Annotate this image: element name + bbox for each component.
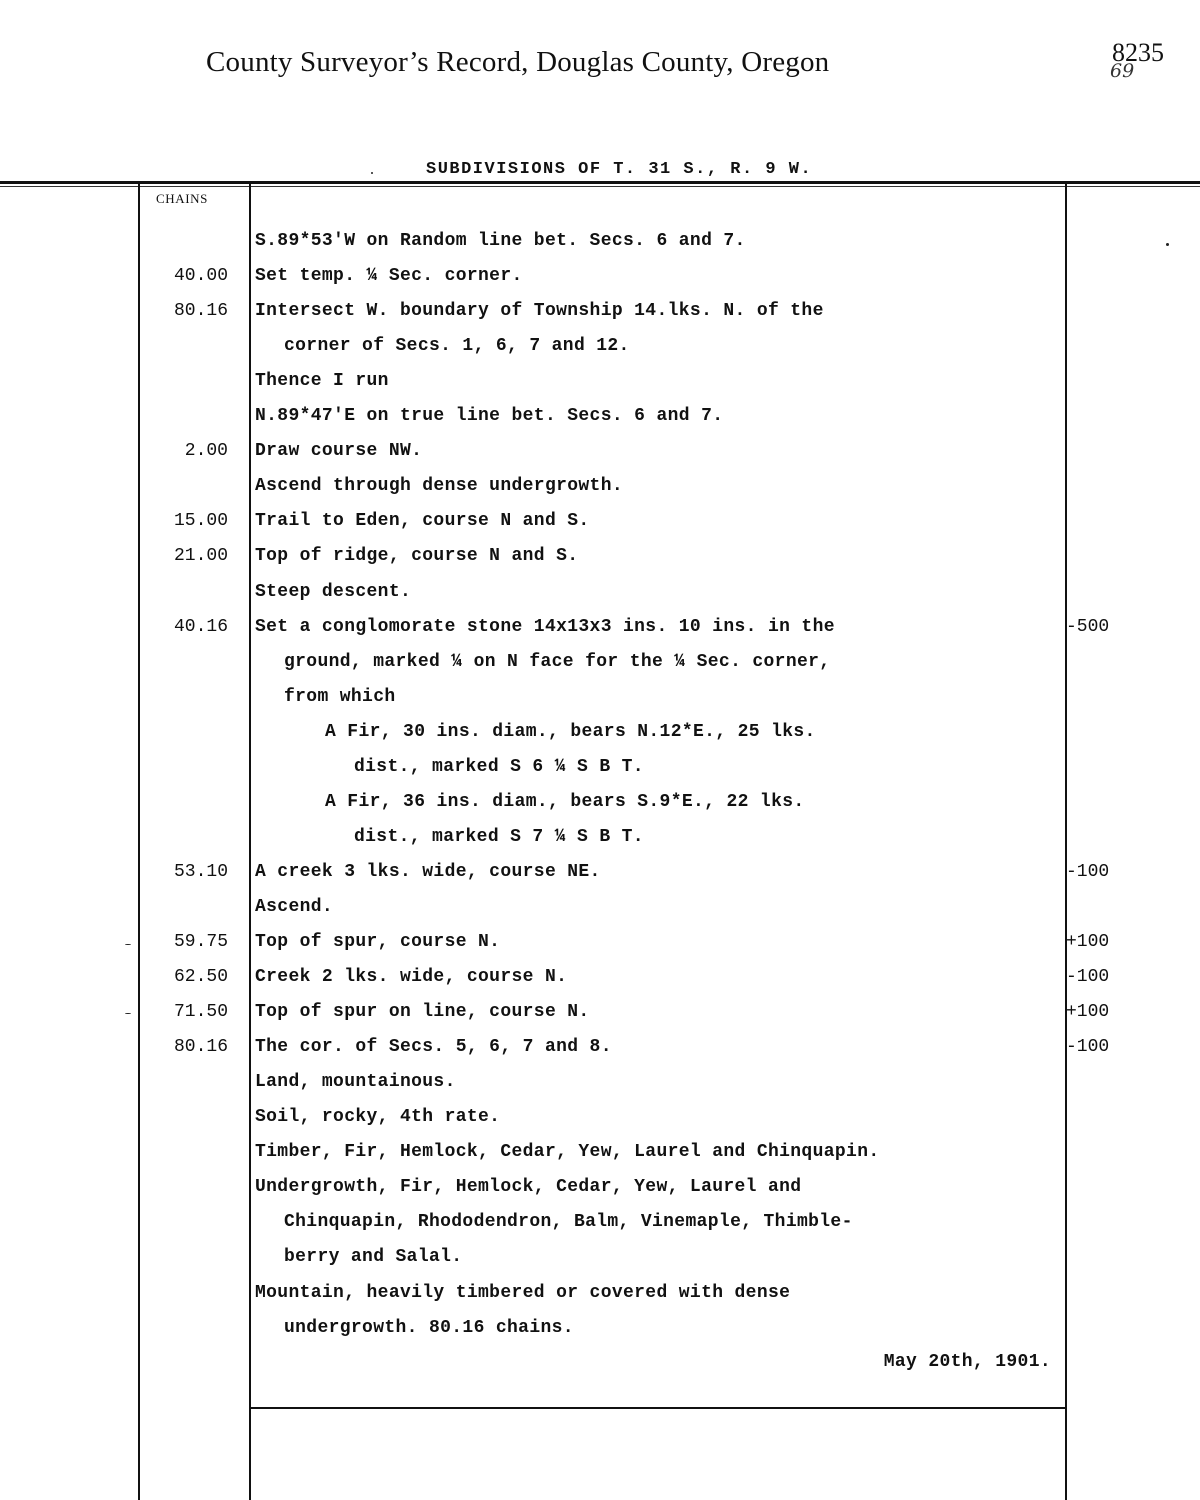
record-row: [0, 301, 1200, 336]
elevation-change: +100: [1066, 932, 1110, 952]
record-entry: from which: [284, 686, 396, 707]
record-entry: Soil, rocky, 4th rate.: [255, 1107, 501, 1128]
record-entry: Ascend.: [255, 896, 334, 917]
record-row: [0, 827, 1200, 862]
page-title: County Surveyor’s Record, Douglas County, Oregon: [206, 46, 830, 78]
record-entry: Set temp. ¼ Sec. corner.: [255, 266, 523, 287]
elevation-change: -500: [1066, 616, 1110, 637]
record-entry: ground, marked ¼ on N face for the ¼ Sec. corner,: [284, 651, 831, 672]
elevation-change: +100: [1066, 1002, 1110, 1023]
elevation-change: -100: [1066, 967, 1110, 988]
record-row: [0, 1318, 1200, 1353]
elevation-change: -100: [1066, 1037, 1110, 1058]
record-row: [0, 441, 1200, 476]
chain-distance: 80.16: [173, 1037, 228, 1058]
section-heading: SUBDIVISIONS OF T. 31 S., R. 9 W.: [426, 160, 813, 179]
record-row: [0, 476, 1200, 511]
record-entry: Intersect W. boundary of Township 14.lks. N. of the: [255, 301, 824, 322]
record-entry: Undergrowth, Fir, Hemlock, Cedar, Yew, Laurel and: [255, 1177, 802, 1198]
record-row: [0, 1283, 1200, 1318]
paper-speck: [371, 172, 373, 174]
chain-distance: 40.00: [173, 266, 228, 287]
record-row: [0, 897, 1200, 932]
page-number: 8235: [1112, 38, 1164, 67]
record-entry: Creek 2 lks. wide, course N.: [255, 967, 568, 988]
record-row: [0, 1002, 1200, 1037]
record-entry: Thence I run: [255, 371, 389, 392]
chain-distance: 53.10: [173, 861, 228, 882]
record-entry: corner of Secs. 1, 6, 7 and 12.: [284, 336, 630, 357]
chain-distance: 40.16: [173, 616, 228, 637]
record-row: [0, 1247, 1200, 1282]
record-row: [0, 231, 1200, 266]
record-row: [0, 266, 1200, 301]
paper-speck: [125, 1013, 131, 1014]
record-entry: Steep descent.: [255, 581, 412, 602]
chains-column-label: CHAINS: [156, 191, 208, 206]
page-number-annotation: 69: [1110, 60, 1135, 82]
record-entry: berry and Salal.: [284, 1247, 463, 1268]
record-entry: Chinquapin, Rhododendron, Balm, Vinemaple, Thimble-: [284, 1212, 853, 1233]
record-row: [0, 546, 1200, 581]
record-row: [0, 1177, 1200, 1212]
record-row: [0, 932, 1200, 967]
chain-distance: 62.50: [173, 967, 228, 988]
record-entry: Mountain, heavily timbered or covered with dense: [255, 1282, 791, 1303]
record-entry: Top of spur, course N.: [255, 932, 501, 952]
record-entry: S.89*53'W on Random line bet. Secs. 6 and 7.: [255, 231, 746, 251]
chain-distance: 59.75: [173, 932, 228, 952]
signature-date: May 20th, 1901.: [883, 1352, 1051, 1372]
record-row: [0, 1107, 1200, 1142]
record-entry: undergrowth. 80.16 chains.: [284, 1317, 574, 1338]
record-entry: A Fir, 36 ins. diam., bears S.9*E., 22 lks.: [325, 791, 805, 812]
record-entry: Top of ridge, course N and S.: [255, 546, 579, 567]
chain-distance: 71.50: [173, 1002, 228, 1023]
record-entry: Top of spur on line, course N.: [255, 1002, 590, 1023]
elevation-change: -100: [1066, 861, 1110, 882]
chain-distance: 15.00: [173, 511, 228, 532]
record-row: [0, 687, 1200, 722]
record-entry: Trail to Eden, course N and S.: [255, 511, 590, 532]
record-entry: The cor. of Secs. 5, 6, 7 and 8.: [255, 1037, 612, 1058]
chain-distance: 80.16: [173, 301, 228, 322]
paper-speck: [125, 944, 131, 945]
record-row: [0, 652, 1200, 687]
record-row: [0, 1037, 1200, 1072]
record-row: [0, 1212, 1200, 1247]
record-row: [0, 336, 1200, 371]
record-entry: Set a conglomorate stone 14x13x3 ins. 10 ins. in the: [255, 616, 835, 637]
record-entry: Draw course NW.: [255, 441, 423, 462]
record-entry: A creek 3 lks. wide, course NE.: [255, 861, 601, 882]
record-entry: Timber, Fir, Hemlock, Cedar, Yew, Laurel and Chinquapin.: [255, 1142, 880, 1163]
record-row: [0, 406, 1200, 441]
record-entry: dist., marked S 7 ¼ S B T.: [354, 826, 644, 847]
record-entry: N.89*47'E on true line bet. Secs. 6 and 7.: [255, 406, 724, 427]
record-row: [0, 792, 1200, 827]
record-row: [0, 1142, 1200, 1177]
record-row: [0, 371, 1200, 406]
record-entry: Ascend through dense undergrowth.: [255, 476, 624, 497]
record-row: [0, 967, 1200, 1002]
record-row: [0, 757, 1200, 792]
record-entry: A Fir, 30 ins. diam., bears N.12*E., 25 lks.: [325, 721, 816, 742]
record-row: [0, 617, 1200, 652]
chain-distance: 2.00: [184, 441, 228, 462]
record-row: [0, 511, 1200, 546]
record-row: [0, 582, 1200, 617]
record-row: [0, 862, 1200, 897]
record-entry: dist., marked S 6 ¼ S B T.: [354, 756, 644, 777]
record-row: [0, 1072, 1200, 1107]
paper-speck: [1166, 243, 1169, 246]
record-entry: Land, mountainous.: [255, 1072, 456, 1093]
record-row: [0, 722, 1200, 757]
chain-distance: 21.00: [173, 546, 228, 567]
